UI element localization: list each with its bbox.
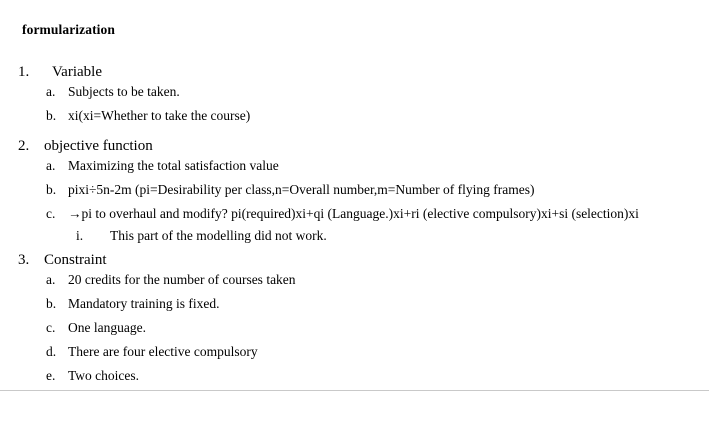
list-item [46,344,701,360]
section-number: 2. [18,138,30,154]
list-item-text: Two choices. [68,368,140,383]
section-number: 3. [18,252,30,268]
list-item-text: This part of the modelling did not work. [110,228,327,243]
list-item-label: a. [46,158,56,173]
list-item-label: e. [46,368,56,383]
list-item-label: b. [46,108,57,123]
outline-list [18,64,701,384]
list-item-label: c. [46,320,56,335]
list-item-label: b. [46,296,57,311]
sub-list [76,228,701,244]
list-item-text: Subjects to be taken. [68,84,180,99]
list-item [46,84,701,100]
list-item [46,296,701,312]
list-item [46,368,701,384]
list-item [46,158,701,174]
list-item-text: Maximizing the total satisfaction value [68,158,279,173]
list-item-text: →pi to overhaul and modify? pi(required)xi+qi (Language.)xi+ri (elective compulsory)xi+si (selection)xi [68,206,639,221]
list-item [46,206,701,222]
section-heading-row [18,252,701,269]
page-divider [0,390,709,391]
section-items [46,158,701,244]
list-item-text: Mandatory training is fixed. [68,296,220,311]
section-heading: Constraint [44,252,107,268]
section-heading-row [18,64,701,81]
section-items [46,272,701,384]
list-item [46,108,701,124]
outline-section [18,138,701,244]
page-title: formularization [22,22,115,37]
list-item-text: 20 credits for the number of courses taken [68,272,296,287]
list-item-text: There are four elective compulsory [68,344,258,359]
section-number: 1. [18,64,30,80]
list-item-text: One language. [68,320,146,335]
list-item-text: pixi÷5n-2m (pi=Desirability per class,n=Overall number,m=Number of flying frames) [68,182,535,197]
list-item [46,320,701,336]
list-item-label: c. [46,206,56,221]
section-heading: objective function [44,138,153,154]
outline-section [18,252,701,384]
list-item-label: d. [46,344,57,359]
list-item-label: b. [46,182,57,197]
section-heading-row [18,138,701,155]
section-items [46,84,701,124]
list-item [46,272,701,288]
list-item-label: a. [46,84,56,99]
list-item-label: a. [46,272,56,287]
outline-section [18,64,701,124]
list-item [46,182,701,198]
section-heading: Variable [52,64,102,80]
list-item-text: xi(xi=Whether to take the course) [68,108,251,123]
list-item-label: i. [76,228,84,243]
list-item [76,228,701,244]
